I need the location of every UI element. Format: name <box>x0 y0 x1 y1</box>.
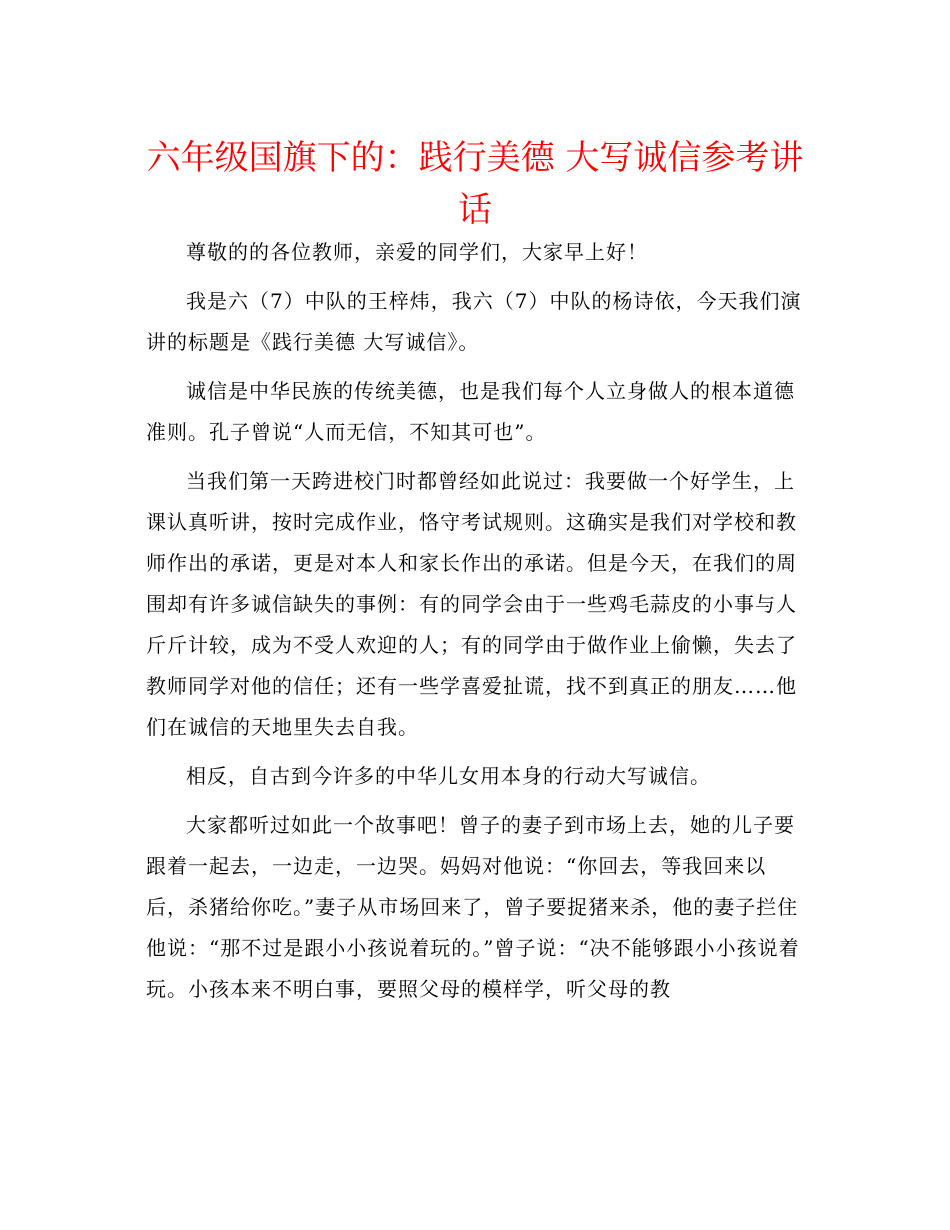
document-body <box>146 232 806 1018</box>
paragraph-contrast: 相反，自古到今许多的中华儿女用本身的行动大写诚信。 <box>186 764 711 788</box>
paragraph-greeting: 尊敬的的各位教师，亲爱的同学们，大家早上好！ <box>186 240 648 264</box>
paragraph-school-promises: 当我们第一天跨进校门时都曾经如此说过：我要做一个好学生，上课认真听讲，按时完成作业，恪守考试规则。这确实是我们对学校和教师作出的承诺，更是对本人和家长作出的承诺。但是今天，在我们的周围却有许多诚信缺失的事例：有的同学会由于一些鸡毛蒜皮的小事与人斤斤计较，成为不受人欢迎的人；有的同学由于做作业上偷懒，失去了教师同学对他的信任；还有一些学喜爱扯谎，找不到真正的朋友……他们在诚信的天地里失去自我。 <box>146 469 797 739</box>
paragraph-story: 大家都听过如此一个故事吧！曾子的妻子到市场上去，她的儿子要跟着一起去，一边走，一边哭。妈妈对他说：“你回去，等我回来以后，杀猪给你吃。”妻子从市场回来了，曾子要捉猪来杀，他的妻子拦住他说：“那不过是跟小小孩说着玩的。”曾子说：“决不能够跟小小孩说着玩。小孩本来不明白事，要照父母的模样学，听父母的教 <box>146 813 800 1001</box>
paragraph-integrity-definition: 诚信是中华民族的传统美德，也是我们每个人立身做人的根本道德准则。孔子曾说“人而无信，不知其可也”。 <box>146 379 795 444</box>
document-title: 六年级国旗下的：践行美德 大写诚信参考讲话 <box>146 138 804 230</box>
paragraph-introduction: 我是六（7）中队的王梓炜，我六（7）中队的杨诗依，今天我们演讲的标题是《践行美德 大写诚信》。 <box>146 289 802 354</box>
